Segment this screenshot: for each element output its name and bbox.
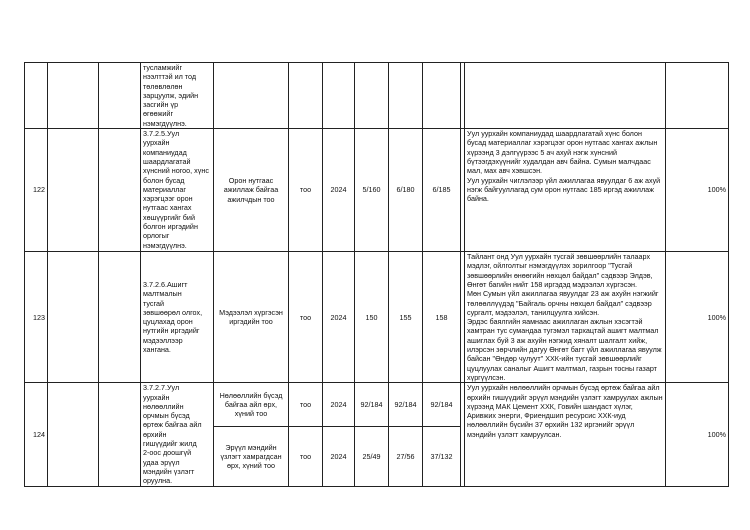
table-row-continuation bbox=[25, 63, 729, 129]
actual-cell: 92/184 bbox=[423, 383, 461, 427]
percent-cell: 100% bbox=[666, 383, 729, 487]
row-number-cell: 124 bbox=[25, 383, 48, 487]
indicator-cell bbox=[214, 63, 289, 129]
col-a-cell bbox=[48, 63, 99, 129]
table-row-123 bbox=[25, 252, 729, 383]
actual-cell bbox=[423, 63, 461, 129]
indicator-cell: Эрүүл мэндийн үзлэгт хамрагдсан өрх, хүний тоо bbox=[214, 427, 289, 487]
table-row-124 bbox=[25, 383, 729, 427]
year-cell: 2024 bbox=[323, 129, 355, 252]
actual-cell: 158 bbox=[423, 252, 461, 383]
col-b-cell bbox=[99, 383, 141, 487]
indicator-cell: Нөлөөллийн бүсэд байгаа айл өрх, хүний тоо bbox=[214, 383, 289, 427]
col-a-cell bbox=[48, 129, 99, 252]
target-cell bbox=[389, 63, 423, 129]
year-cell: 2024 bbox=[323, 252, 355, 383]
year-cell: 2024 bbox=[323, 383, 355, 427]
description-cell: Тайлант онд Уул уурхайн тусгай зөвшөөрлийн талаарх мэдлэг, ойлголтыг нэмэгдүүлэх зорилгоор "Тусгай зөвшөөрлийн өнөөгийн нөхцөл байдал" сэдвээр Элдэв, Өнгөт багийн нийт 158 иргэдэд мэдээлэл хүргэсэн. Мөн Сумын үйл ажиллагаа явуулдаг 23 аж ахуйн нэгжийг төлөөллүүдэд "Байгаль орчны нөхцөл байдал" сэдвээр сургалт, мэдээлэл, танилцуулга хийсэн. Эрдэс баялгийн яамнаас ажиллаган ажлын хэсэгтэй хамтран тус сумандаа тугэмэл тархацтай ашигт малтмал ашиглах буй 3 аж ахуйн нэгжид хяналт шалгалт хийж, илэрсэн зөрчлийн дагуу Өнгөт багт үйл ажиллагаа явуулж байсан "Өндөр чулуут" ХХК-ийн тусгай зөвшөөрлийг цуцлуулах саналыг Ашигт малтмал, газрын тосны газарт хүргүүлсэн. bbox=[465, 252, 666, 383]
goal-cell: 3.7.2.6.Ашигт малтмалын тусгай зөвшөөрөл олгох, цуцлахад орон нутгийн иргэдийг мэдээллээр хангана. bbox=[141, 252, 214, 383]
table-row-122 bbox=[25, 129, 729, 252]
row-number-cell: 123 bbox=[25, 252, 48, 383]
unit-cell: тоо bbox=[289, 129, 323, 252]
description-cell bbox=[465, 63, 666, 129]
percent-cell: 100% bbox=[666, 129, 729, 252]
row-number-cell bbox=[25, 63, 48, 129]
plan-table bbox=[24, 62, 729, 487]
row-number-cell: 122 bbox=[25, 129, 48, 252]
baseline-cell: 25/49 bbox=[355, 427, 389, 487]
col-b-cell bbox=[99, 129, 141, 252]
actual-cell: 6/185 bbox=[423, 129, 461, 252]
percent-cell: 100% bbox=[666, 252, 729, 383]
goal-cell: 3.7.2.7.Уул уурхайн нөлөөллийн орчмын бүсэд өртөж байгаа айл өрхийн гишүүдийг жилд 2-оос доошгүй удаа эрүүл мэндийн үзлэгт оруулна. bbox=[141, 383, 214, 487]
baseline-cell: 150 bbox=[355, 252, 389, 383]
unit-cell: тоо bbox=[289, 252, 323, 383]
target-cell: 92/184 bbox=[389, 383, 423, 427]
indicator-cell: Орон нутгаас ажиллаж байгаа ажилчдын тоо bbox=[214, 129, 289, 252]
col-a-cell bbox=[48, 252, 99, 383]
year-cell bbox=[323, 63, 355, 129]
percent-cell bbox=[666, 63, 729, 129]
goal-cell: тусламжийг нээлттэй ил тод төлөвлөлөн зарцуулж, эдийн засгийн үр өгөөжийг нэмэгдүүлнэ. bbox=[141, 63, 214, 129]
unit-cell: тоо bbox=[289, 383, 323, 427]
year-cell: 2024 bbox=[323, 427, 355, 487]
unit-cell: тоо bbox=[289, 427, 323, 487]
target-cell: 27/56 bbox=[389, 427, 423, 487]
col-b-cell bbox=[99, 252, 141, 383]
baseline-cell bbox=[355, 63, 389, 129]
col-b-cell bbox=[99, 63, 141, 129]
unit-cell bbox=[289, 63, 323, 129]
goal-cell: 3.7.2.5.Уул уурхайн компаниудад шаардлагатай хүнсний ногоо, хүнс болон бусад материаллаг хэрэгцээг орон нутгаас хангах хөшүүргийг бий болгон иргэдийн орлогыг нэмэгдүүлнэ. bbox=[141, 129, 214, 252]
target-cell: 155 bbox=[389, 252, 423, 383]
col-a-cell bbox=[48, 383, 99, 487]
target-cell: 6/180 bbox=[389, 129, 423, 252]
baseline-cell: 5/160 bbox=[355, 129, 389, 252]
description-cell: Уул уурхайн компаниудад шаардлагатай хүнс болон бусад материаллаг хэрэгцээг орон нутгаас хангах ажлын хүрээнд 3 дэлгүүрээс 5 ач ахуй нэгж хүнсний бүтээгдэхүүнийг худалдан авч байна. Сумын малчдаас мал, мах авч хэвшсэн. Уул уурхайн чиглэлээр үйл ажиллагаа явуулдаг 6 аж ахуй нэгж байгууллагад сум орон нутгаас 185 иргэд ажиллаж байна. bbox=[465, 129, 666, 252]
description-cell: Уул уурхайн нөлөөллийн орчмын бүсэд өртөж байгаа айл өрхийн гишүүдийг эрүүл мэндийн үзлэгт хамруулах ажлын хүрээнд МАК Цемент ХХК, Говийн шандаст хүлэг, Аривжих энерги, Фриендшип ресурсис ХХК-иуд нөлөөллийн бүсийн 37 өрхийн 132 иргэнийг эрүүл мэндийн үзлэгт хамруулсан. bbox=[465, 383, 666, 487]
indicator-cell: Мэдээлэл хүргэсэн иргэдийн тоо bbox=[214, 252, 289, 383]
actual-cell: 37/132 bbox=[423, 427, 461, 487]
baseline-cell: 92/184 bbox=[355, 383, 389, 427]
